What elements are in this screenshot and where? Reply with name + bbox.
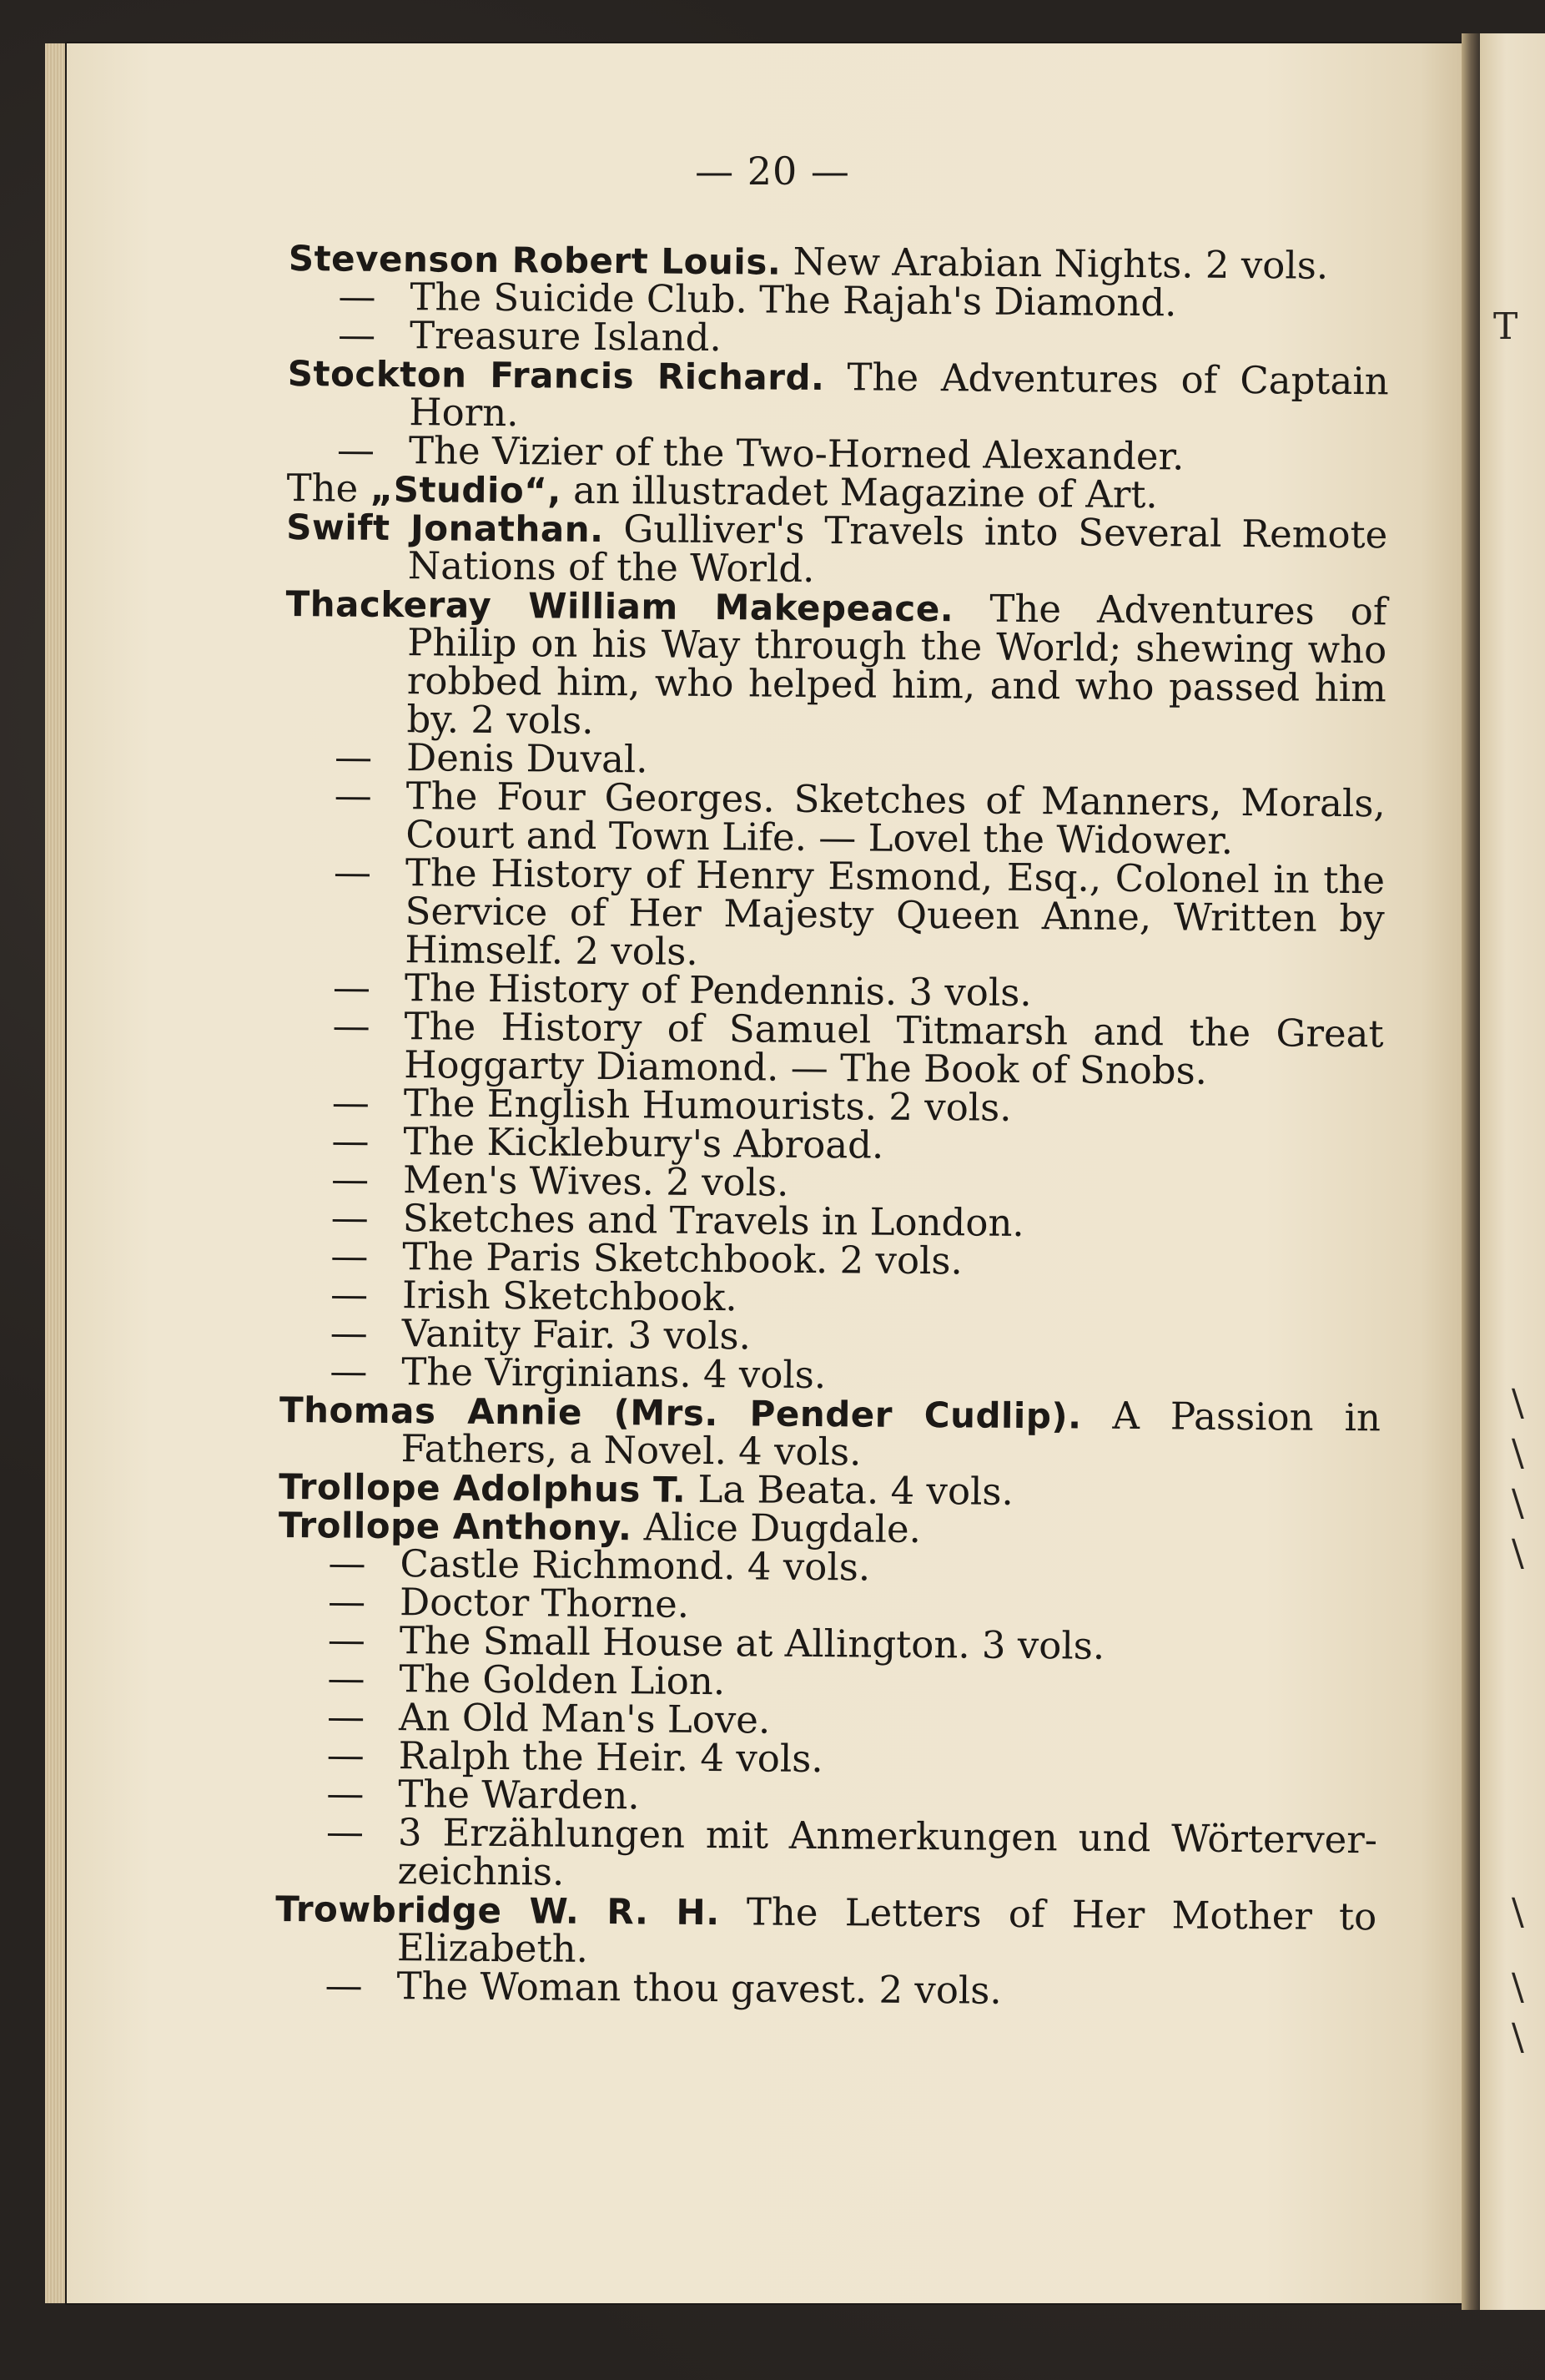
book-gutter [1462, 33, 1480, 2310]
adjacent-page-text-fragment: \ [1512, 1482, 1524, 1525]
author-name: Thomas Annie (Mrs. Pender Cudlip). [279, 1389, 1082, 1437]
catalog-entry [279, 584, 1387, 1399]
author-name: Trollope Adolphus T. [279, 1465, 687, 1510]
ditto-dash: — [334, 773, 372, 818]
ditto-dash: — [338, 274, 376, 319]
author-name: Stevenson Robert Louis. [288, 238, 782, 283]
work-title: Doctor Thorne. [399, 1580, 690, 1626]
ditto-dash: — [330, 1310, 368, 1355]
entry-title-continuation: Nations of the World. [407, 543, 815, 591]
catalog-entry [288, 239, 1390, 362]
entry-title: The Letters of Her Mother to [746, 1889, 1377, 1939]
entry-title-continuation: Philip on his Way through the World; shewing who [406, 620, 1387, 673]
author-name: Stockton Francis Richard. [287, 352, 825, 399]
author-name: Thackeray William Makepeace. [285, 582, 954, 630]
entry-title: The Adventures of Captain [847, 355, 1389, 404]
adjacent-page-text-fragment: \ [1512, 2016, 1524, 2059]
entry-title-continuation: by. 2 vols. [406, 697, 594, 743]
work-title: The Vizier of the Two-Horned Alexander. [408, 428, 1185, 479]
work-title: Denis Duval. [405, 735, 648, 782]
ditto-dash: — [334, 734, 373, 779]
ditto-dash: — [325, 1809, 365, 1854]
work-title: The Suicide Club. The Rajah's Diamond. [410, 275, 1177, 325]
work-title: The Golden Lion. [399, 1656, 726, 1704]
work-title: Treasure Island. [409, 313, 722, 361]
entry-title: A Passion in [1112, 1393, 1381, 1440]
adjacent-page-text-fragment: \ [1512, 1382, 1524, 1424]
entry-title-continuation: robbed him, who helped him, and who passed him [406, 658, 1387, 711]
catalog-list [274, 239, 1390, 2013]
page-number: — 20 — [695, 149, 850, 194]
adjacent-page-text-fragment: \ [1512, 1966, 1524, 2009]
adjacent-page-text-fragment: \ [1512, 1891, 1524, 1934]
ditto-dash: — [330, 1157, 370, 1202]
ditto-dash: — [333, 850, 372, 895]
work-title: 3 Erzählungen mit Anmerkungen und Wörterver- [397, 1810, 1378, 1863]
work-title: Court and Town Life. — Lovel the Widower. [405, 812, 1234, 863]
author-name: Trollope Anthony. [278, 1504, 632, 1549]
work-title: The History of Pendennis. 3 vols. [404, 966, 1032, 1016]
adjacent-page-text-fragment: \ [1512, 1432, 1524, 1475]
catalog-entry [275, 1505, 1380, 1898]
work-title: Vanity Fair. 3 vols. [401, 1311, 752, 1359]
ditto-dash: — [327, 1656, 365, 1701]
work-title: The History of Henry Esmond, Esq., Colonel in the [405, 850, 1386, 903]
ditto-dash: — [325, 1963, 363, 2008]
ditto-dash: — [328, 1540, 366, 1586]
work-title: The Warden. [398, 1772, 640, 1818]
entry-title: Alice Dugdale. [643, 1505, 922, 1551]
work-title: The Virginians. 4 vols. [401, 1349, 827, 1398]
work-title: Ralph the Heir. 4 vols. [398, 1733, 823, 1782]
catalog-entry [274, 1889, 1376, 2013]
ditto-dash: — [330, 1233, 369, 1278]
work-line [274, 1963, 1376, 2013]
ditto-dash: — [327, 1617, 366, 1662]
work-title: The Small House at Allington. 3 vols. [399, 1618, 1105, 1668]
catalog-entry [287, 354, 1389, 477]
ditto-dash: — [336, 427, 375, 472]
work-title: The History of Samuel Titmarsh and the Great [404, 1004, 1384, 1056]
ditto-dash: — [326, 1732, 365, 1777]
work-title: Irish Sketchbook. [401, 1273, 737, 1320]
work-title: Sketches and Travels in London. [402, 1196, 1024, 1245]
catalog-entry [286, 507, 1388, 592]
entry-title: Gulliver's Travels into Several Remote [623, 507, 1388, 557]
ditto-dash: — [330, 1272, 369, 1317]
ditto-dash: — [332, 965, 371, 1010]
adjacent-page-text-fragment: T [1493, 305, 1518, 348]
ditto-dash: — [327, 1579, 366, 1624]
work-title: The Paris Sketchbook. 2 vols. [402, 1234, 964, 1283]
work-title: zeichnis. [397, 1848, 565, 1894]
adjacent-page-edge [1480, 33, 1545, 2310]
adjacent-page-text-fragment: \ [1512, 1532, 1524, 1575]
author-name: Swift Jonathan. [286, 506, 604, 550]
ditto-dash: — [326, 1694, 365, 1739]
work-title: Service of Her Majesty Queen Anne, Written by [405, 889, 1385, 941]
work-title: The Kicklebury's Abroad. [403, 1119, 884, 1167]
entry-title-continuation: Fathers, a Novel. 4 vols. [400, 1426, 862, 1475]
entry-prefix: The [286, 465, 359, 511]
ditto-dash: — [331, 1118, 370, 1163]
entry-title: La Beata. 4 vols. [697, 1466, 1014, 1514]
work-title: Himself. 2 vols. [405, 927, 698, 974]
entry-title: The Adventures of [989, 586, 1387, 634]
author-name: „Studio“, [370, 468, 562, 512]
entry-title-continuation: Horn. [409, 390, 519, 436]
entry-title: an illustradet Magazine of Art. [572, 467, 1158, 517]
work-title: The Four Georges. Sketches of Manners, Morals, [405, 774, 1386, 826]
ditto-dash: — [330, 1349, 368, 1394]
work-title: The English Humourists. 2 vols. [403, 1081, 1012, 1130]
ditto-dash: — [337, 312, 376, 357]
ditto-dash: — [326, 1771, 365, 1816]
entry-title-continuation: Elizabeth. [396, 1925, 589, 1971]
work-title: Hoggarty Diamond. — The Book of Snobs. [404, 1042, 1208, 1093]
author-name: Trowbridge W. R. H. [275, 1888, 720, 1934]
entry-title: New Arabian Nights. 2 vols. [793, 239, 1329, 288]
work-title: Castle Richmond. 4 vols. [400, 1541, 871, 1590]
ditto-dash: — [330, 1195, 369, 1240]
ditto-dash: — [331, 1080, 370, 1125]
catalog-entry [279, 1390, 1381, 1475]
work-title: The Woman thou gavest. 2 vols. [396, 1964, 1002, 2013]
work-title: Men's Wives. 2 vols. [402, 1157, 789, 1205]
ditto-dash: — [332, 1003, 370, 1048]
work-title: An Old Man's Love. [398, 1695, 771, 1742]
